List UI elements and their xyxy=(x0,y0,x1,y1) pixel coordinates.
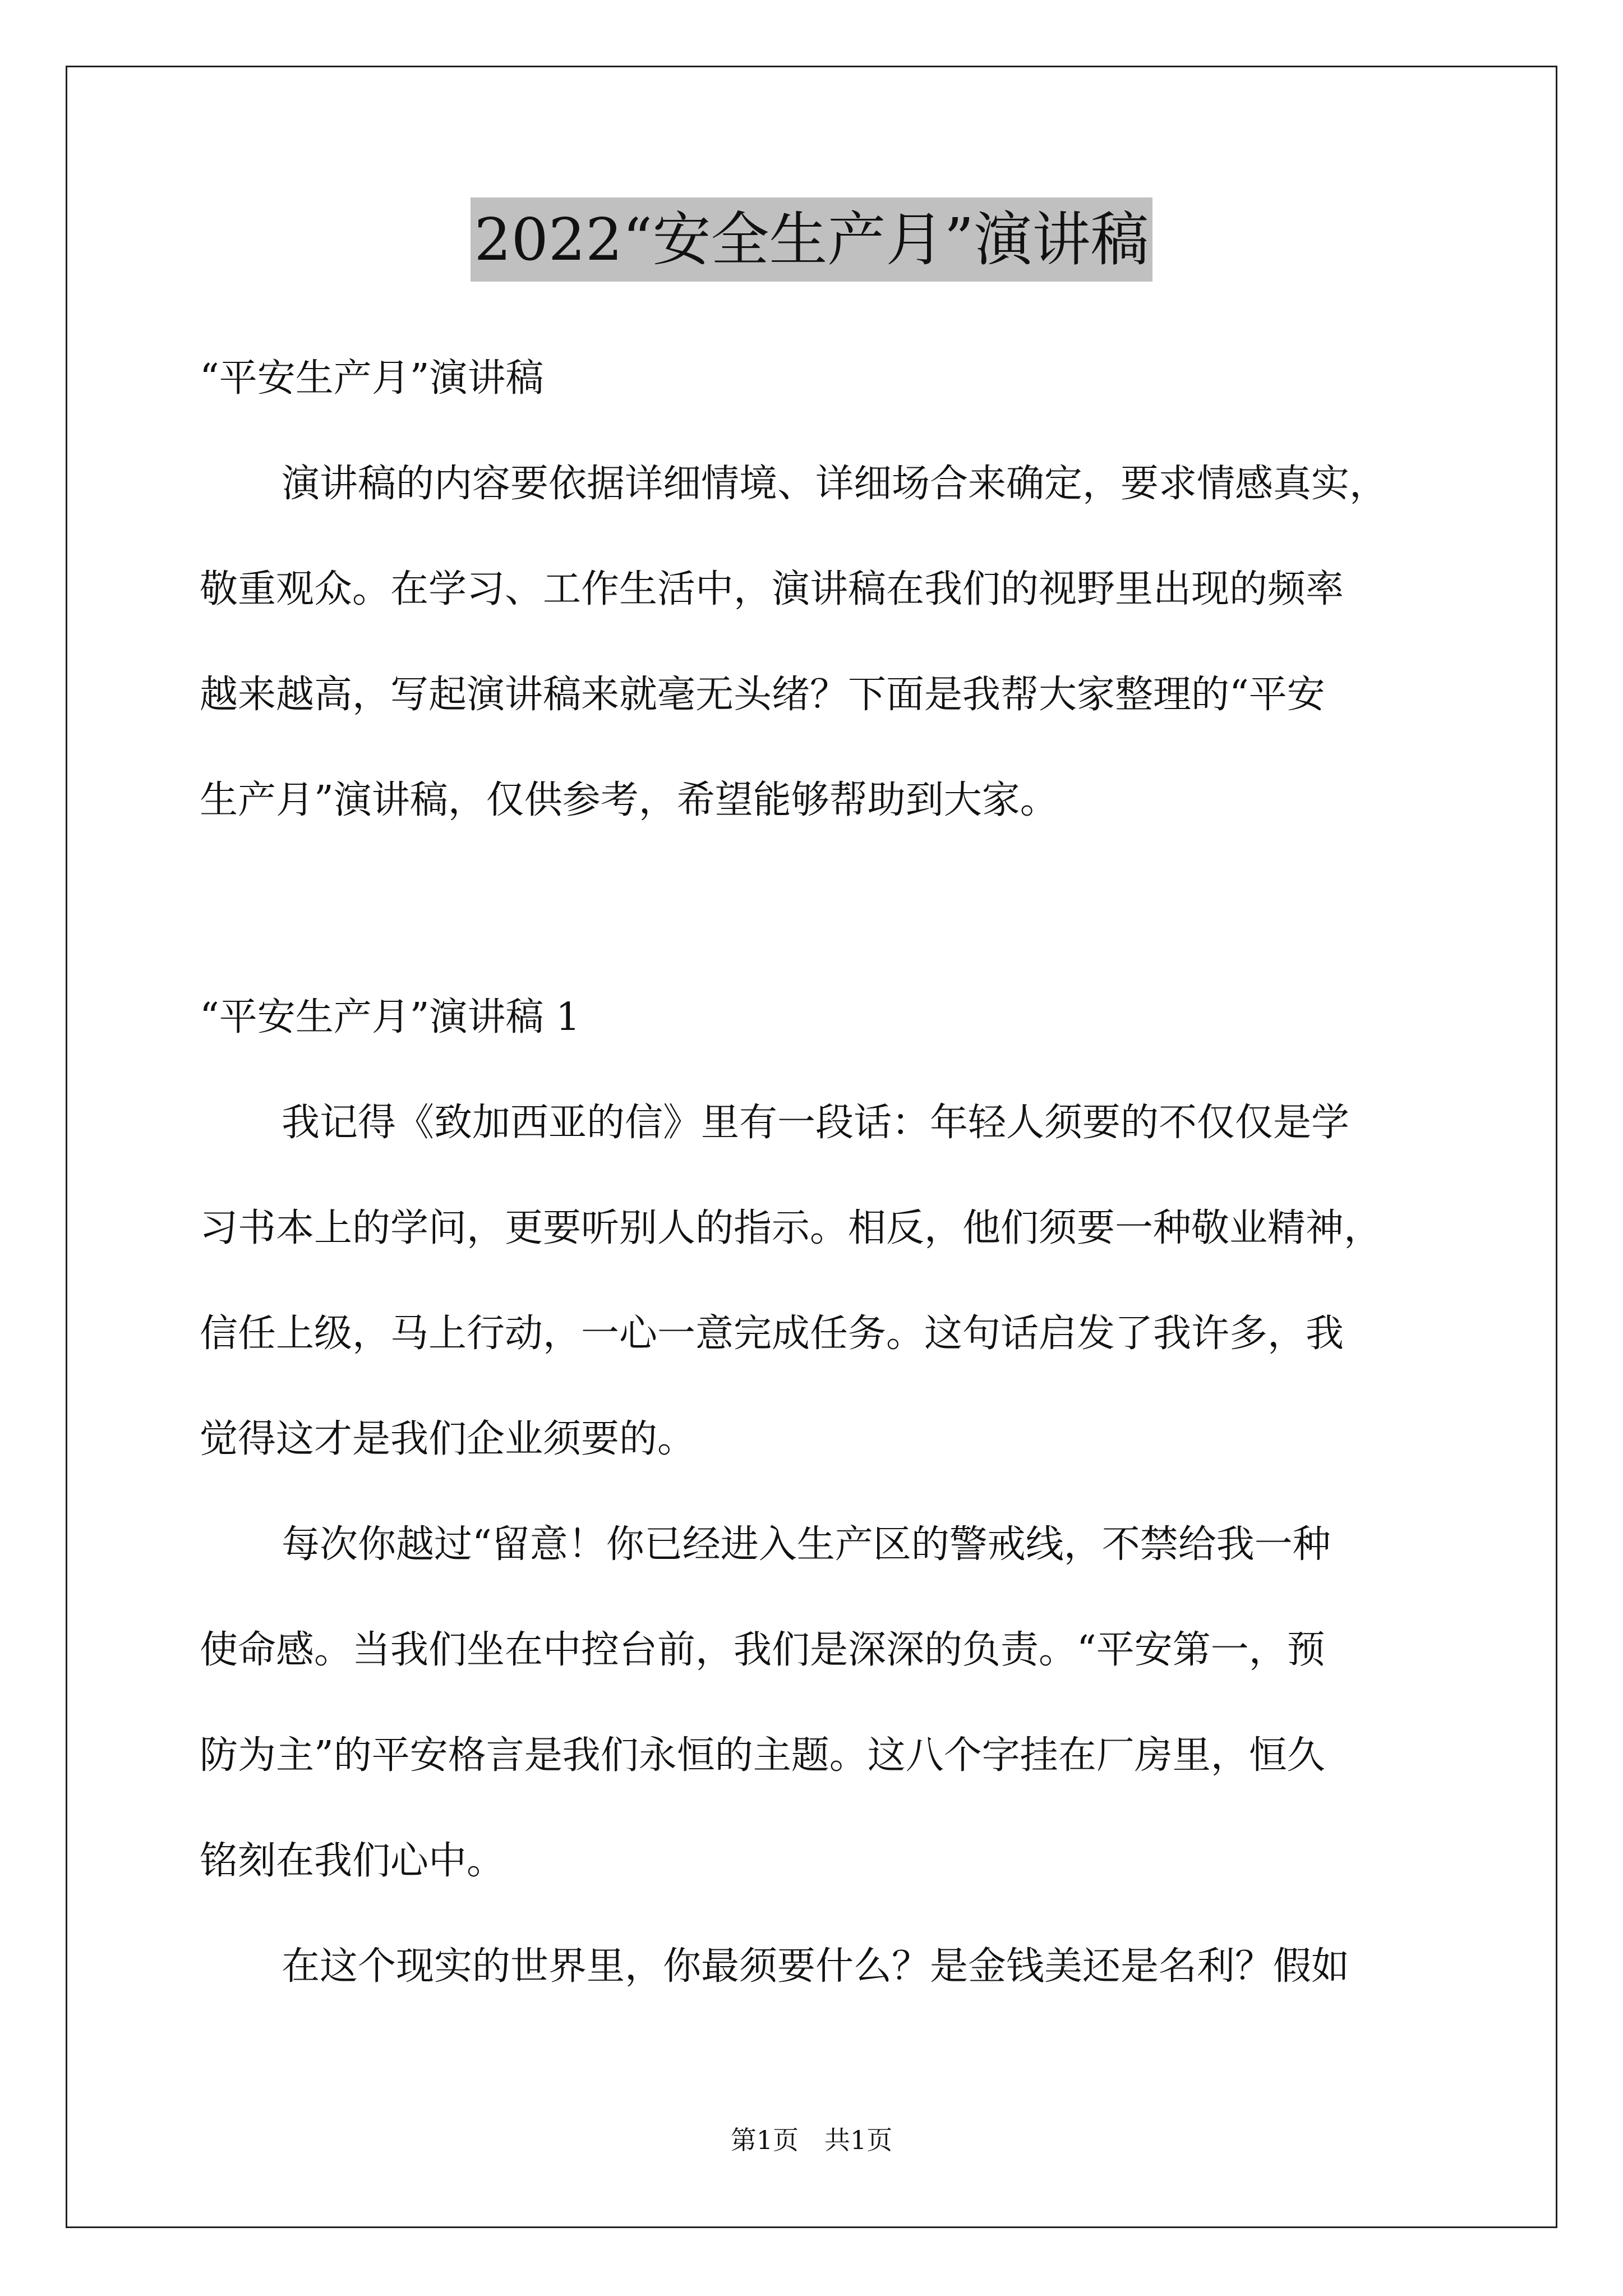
paragraph-line: 在这个现实的世界里，你最须要什么？是金钱美还是名利？假如 xyxy=(282,1944,1350,1989)
paragraph-line: 觉得这才是我们企业须要的。 xyxy=(200,1417,696,1461)
subtitle: “平安生产月”演讲稿 xyxy=(200,356,544,401)
paragraph-3 xyxy=(200,1914,1433,2019)
intro-paragraph xyxy=(200,431,1433,853)
paragraph-line: 敬重观众。在学习、工作生活中，演讲稿在我们的视野里出现的频率 xyxy=(200,567,1344,611)
page-footer: 第1页 共1页 xyxy=(730,2125,893,2155)
paragraph-line: 越来越高，写起演讲稿来就毫无头绪？下面是我帮大家整理的“平安 xyxy=(200,673,1325,717)
subtitle-block xyxy=(200,326,1433,431)
paragraph-line: 铭刻在我们心中。 xyxy=(200,1839,505,1883)
section-heading-block xyxy=(200,965,1433,1070)
paragraph-line: 我记得《致加西亚的信》里有一段话：年轻人须要的不仅仅是学 xyxy=(282,1101,1350,1145)
document-title: 2022“安全生产月”演讲稿 xyxy=(471,197,1152,282)
paragraph-line: 生产月”演讲稿，仅供参考，希望能够帮助到大家。 xyxy=(200,778,1058,822)
paragraph-2 xyxy=(200,1492,1433,1914)
paragraph-line: 防为主”的平安格言是我们永恒的主题。这八个字挂在厂房里，恒久 xyxy=(200,1733,1325,1778)
paragraph-line: 每次你越过“留意！你已经进入生产区的警戒线，不禁给我一种 xyxy=(282,1522,1331,1567)
section-heading: “平安生产月”演讲稿 1 xyxy=(200,995,580,1039)
paragraph-1 xyxy=(200,1070,1433,1492)
paragraph-line: 演讲稿的内容要依据详细情境、详细场合来确定，要求情感真实， xyxy=(282,462,1388,506)
paragraph-line: 使命感。当我们坐在中控台前，我们是深深的负责。“平安第一，预 xyxy=(200,1628,1325,1672)
paragraph-line: 习书本上的学问，更要听别人的指示。相反，他们须要一种敬业精神， xyxy=(200,1206,1382,1250)
paragraph-line: 信任上级，马上行动，一心一意完成任务。这句话启发了我许多，我 xyxy=(200,1312,1344,1356)
title-container xyxy=(0,197,1623,282)
